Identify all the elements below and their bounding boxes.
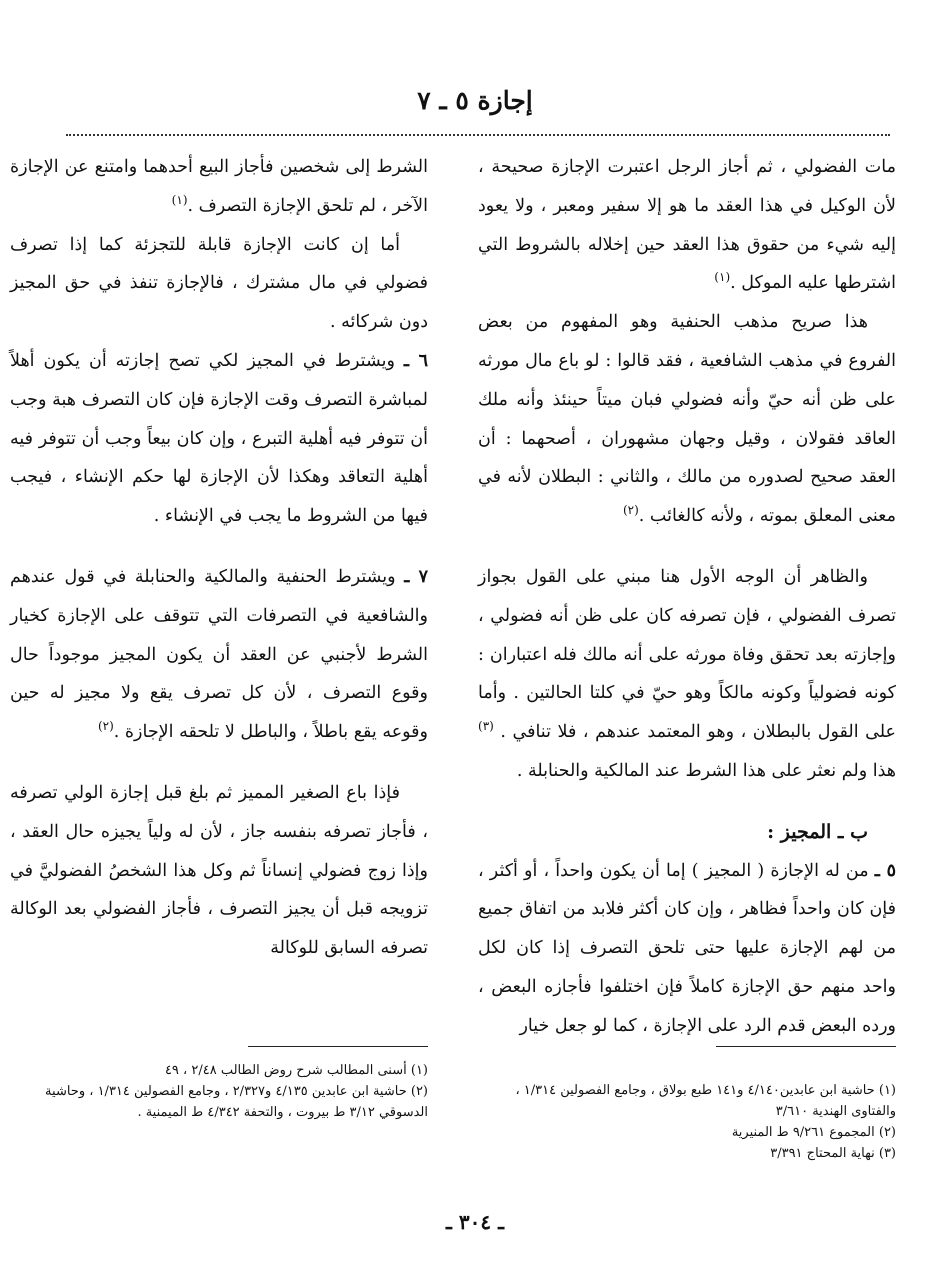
paragraph-text: والظاهر أن الوجه الأول هنا مبني على القول بجواز تصرف الفضولي ، فإن تصرفه كان على ظن أنه فضولي ، وإجازته بعد تحقق وفاة مورثه على أنه مالك فله اعتباران : كونه فضولياً وكونه مالكاً وهو حيّ في كلتا الحالتين . وأما على القول بالبطلان ، وهو المعتمد عندهم ، فلا تنافي . [478, 566, 896, 743]
paragraph-text: هذا صريح مذهب الحنفية وهو المفهوم من بعض الفروع في مذهب الشافعية ، فقد قالوا : لو باع مال مورثه على ظن أنه حيّ وأنه فضولي فبان ميتاً حينئذ وأنه ملك العاقد فقولان ، وقيل وجهان مشهوران ، أصحهما : أن العقد صحيح لصدوره من مالك ، والثاني : البطلان لأنه في معنى المعلق بموته ، ولأنه كالغائب . [478, 312, 896, 527]
right-column [478, 148, 896, 1046]
footnotes-left [10, 1060, 428, 1123]
footnote-divider [716, 1046, 896, 1047]
paragraph [478, 148, 896, 303]
paragraph [10, 148, 428, 226]
paragraph [478, 558, 896, 791]
paragraph-text: من له الإجازة ( المجيز ) إما أن يكون واحداً ، أو أكثر ، فإن كان واحداً فظاهر ، وإن كان أكثر فلابد من اتفاق جميع من لهم الإجازة عليها حتى تلحق التصرف إذا كان لكل واحد منهم حق الإجازة كاملاً فإن اختلفوا فأجازه البعض ، ورده البعض قدم الرد على الإجازة ، كما لو جعل خيار [478, 860, 896, 1036]
footnote-ref: (٢) [622, 503, 639, 518]
page-title: إجازة ٥ ـ ٧ [417, 86, 533, 115]
paragraph [10, 342, 428, 536]
paragraph [478, 852, 896, 1046]
paragraph-text: هذا ولم نعثر على هذا الشرط عند المالكية والحنابلة . [516, 760, 896, 781]
footnote-ref: (١) [714, 270, 731, 285]
header-divider [66, 134, 890, 136]
left-column [10, 148, 428, 968]
paragraph-text: فإذا باع الصغير المميز ثم بلغ قبل إجازة الولي تصرفه ، فأجاز تصرفه بنفسه جاز ، لأن له ولياً يجيزه حال العقد ، وإذا زوج فضولي إنساناً ثم وكل هذا الشخصُ الفضوليَّ في تزويجه قبل أن يجيز التصرف ، فأجاز الفضولي بعد الوكالة تصرفه السابق للوكالة [10, 782, 428, 959]
footnote: (٢) المجموع ٩/٢٦١ ط المنيرية [731, 1125, 896, 1140]
paragraph-text: ويشترط الحنفية والمالكية والحنابلة في قول عندهم والشافعية في التصرفات التي تتوقف على الإجازة كخيار الشرط لأجنبي عن العقد أن يكون المجيز موجوداً حال وقوع التصرف ، لأن كل تصرف يقع ولا مجيز له حين وقوعه يقع باطلاً ، والباطل لا تلحقه الإجازة . [10, 566, 428, 743]
paragraph-text: الشرط إلى شخصين فأجاز البيع أحدهما وامتنع عن الإجازة الآخر ، لم تلحق الإجازة التصرف . [10, 157, 428, 216]
section-heading: ب ـ المجيز : [767, 820, 868, 843]
footnote: (٣) نهاية المحتاج ٣/٣٩١ [770, 1146, 896, 1161]
item-number: ٦ ـ [403, 350, 428, 371]
footnotes-right [478, 1080, 896, 1164]
page-number: ـ ٣٠٤ ـ [446, 1210, 504, 1234]
footnote: (١) حاشية ابن عابدين٤/١٤٠ و١٤١ طبع بولاق ، وجامع الفصولين ١/٣١٤ ، والفتاوى الهندية ٣/٦١٠ [515, 1083, 896, 1119]
item-number: ٧ ـ [404, 566, 428, 587]
footnote: (١) أسنى المطالب شرح روض الطالب ٢/٤٨ ، ٤٩ [164, 1063, 428, 1078]
paragraph-text: ويشترط في المجيز لكي تصح إجازته أن يكون أهلاً لمباشرة التصرف وقت الإجازة فإن كان التصرف هبة وجب أن تتوفر فيه أهلية التبرع ، وإن كان بيعاً وجب أن تتوفر فيه أهلية التعاقد وهكذا لأن الإجازة لها حكم الإنشاء ، فيجب فيها من الشروط ما يجب في الإنشاء . [10, 350, 428, 527]
item-number: ٥ ـ [874, 860, 896, 881]
paragraph [10, 558, 428, 752]
paragraph-text: أما إن كانت الإجازة قابلة للتجزئة كما إذا تصرف فضولي في مال مشترك ، فالإجازة تنفذ في حق المجيز دون شركائه . [10, 234, 428, 333]
footnote-ref: (١) [171, 192, 188, 207]
paragraph-text: مات الفضولي ، ثم أجاز الرجل اعتبرت الإجازة صحيحة ، لأن الوكيل في هذا العقد ما هو إلا سفير ومعبر ، ولا يعود إليه شيء من حقوق هذا العقد حين إخلاله بالشروط التي اشترطها عليه الموكل . [478, 157, 896, 294]
footnote-ref: (٢) [97, 719, 114, 734]
paragraph [478, 303, 896, 536]
footnote-divider [248, 1046, 428, 1047]
paragraph [10, 774, 428, 968]
footnote: (٢) حاشية ابن عابدين ٤/١٣٥ و٢/٣٢٧ ، وجامع الفصولين ١/٣١٤ ، وحاشية الدسوقي ٣/١٢ ط بيروت ، والتحفة ٤/٣٤٢ ط الميمنية . [45, 1084, 428, 1120]
footnote-ref: (٣) [478, 719, 494, 734]
paragraph [10, 226, 428, 342]
